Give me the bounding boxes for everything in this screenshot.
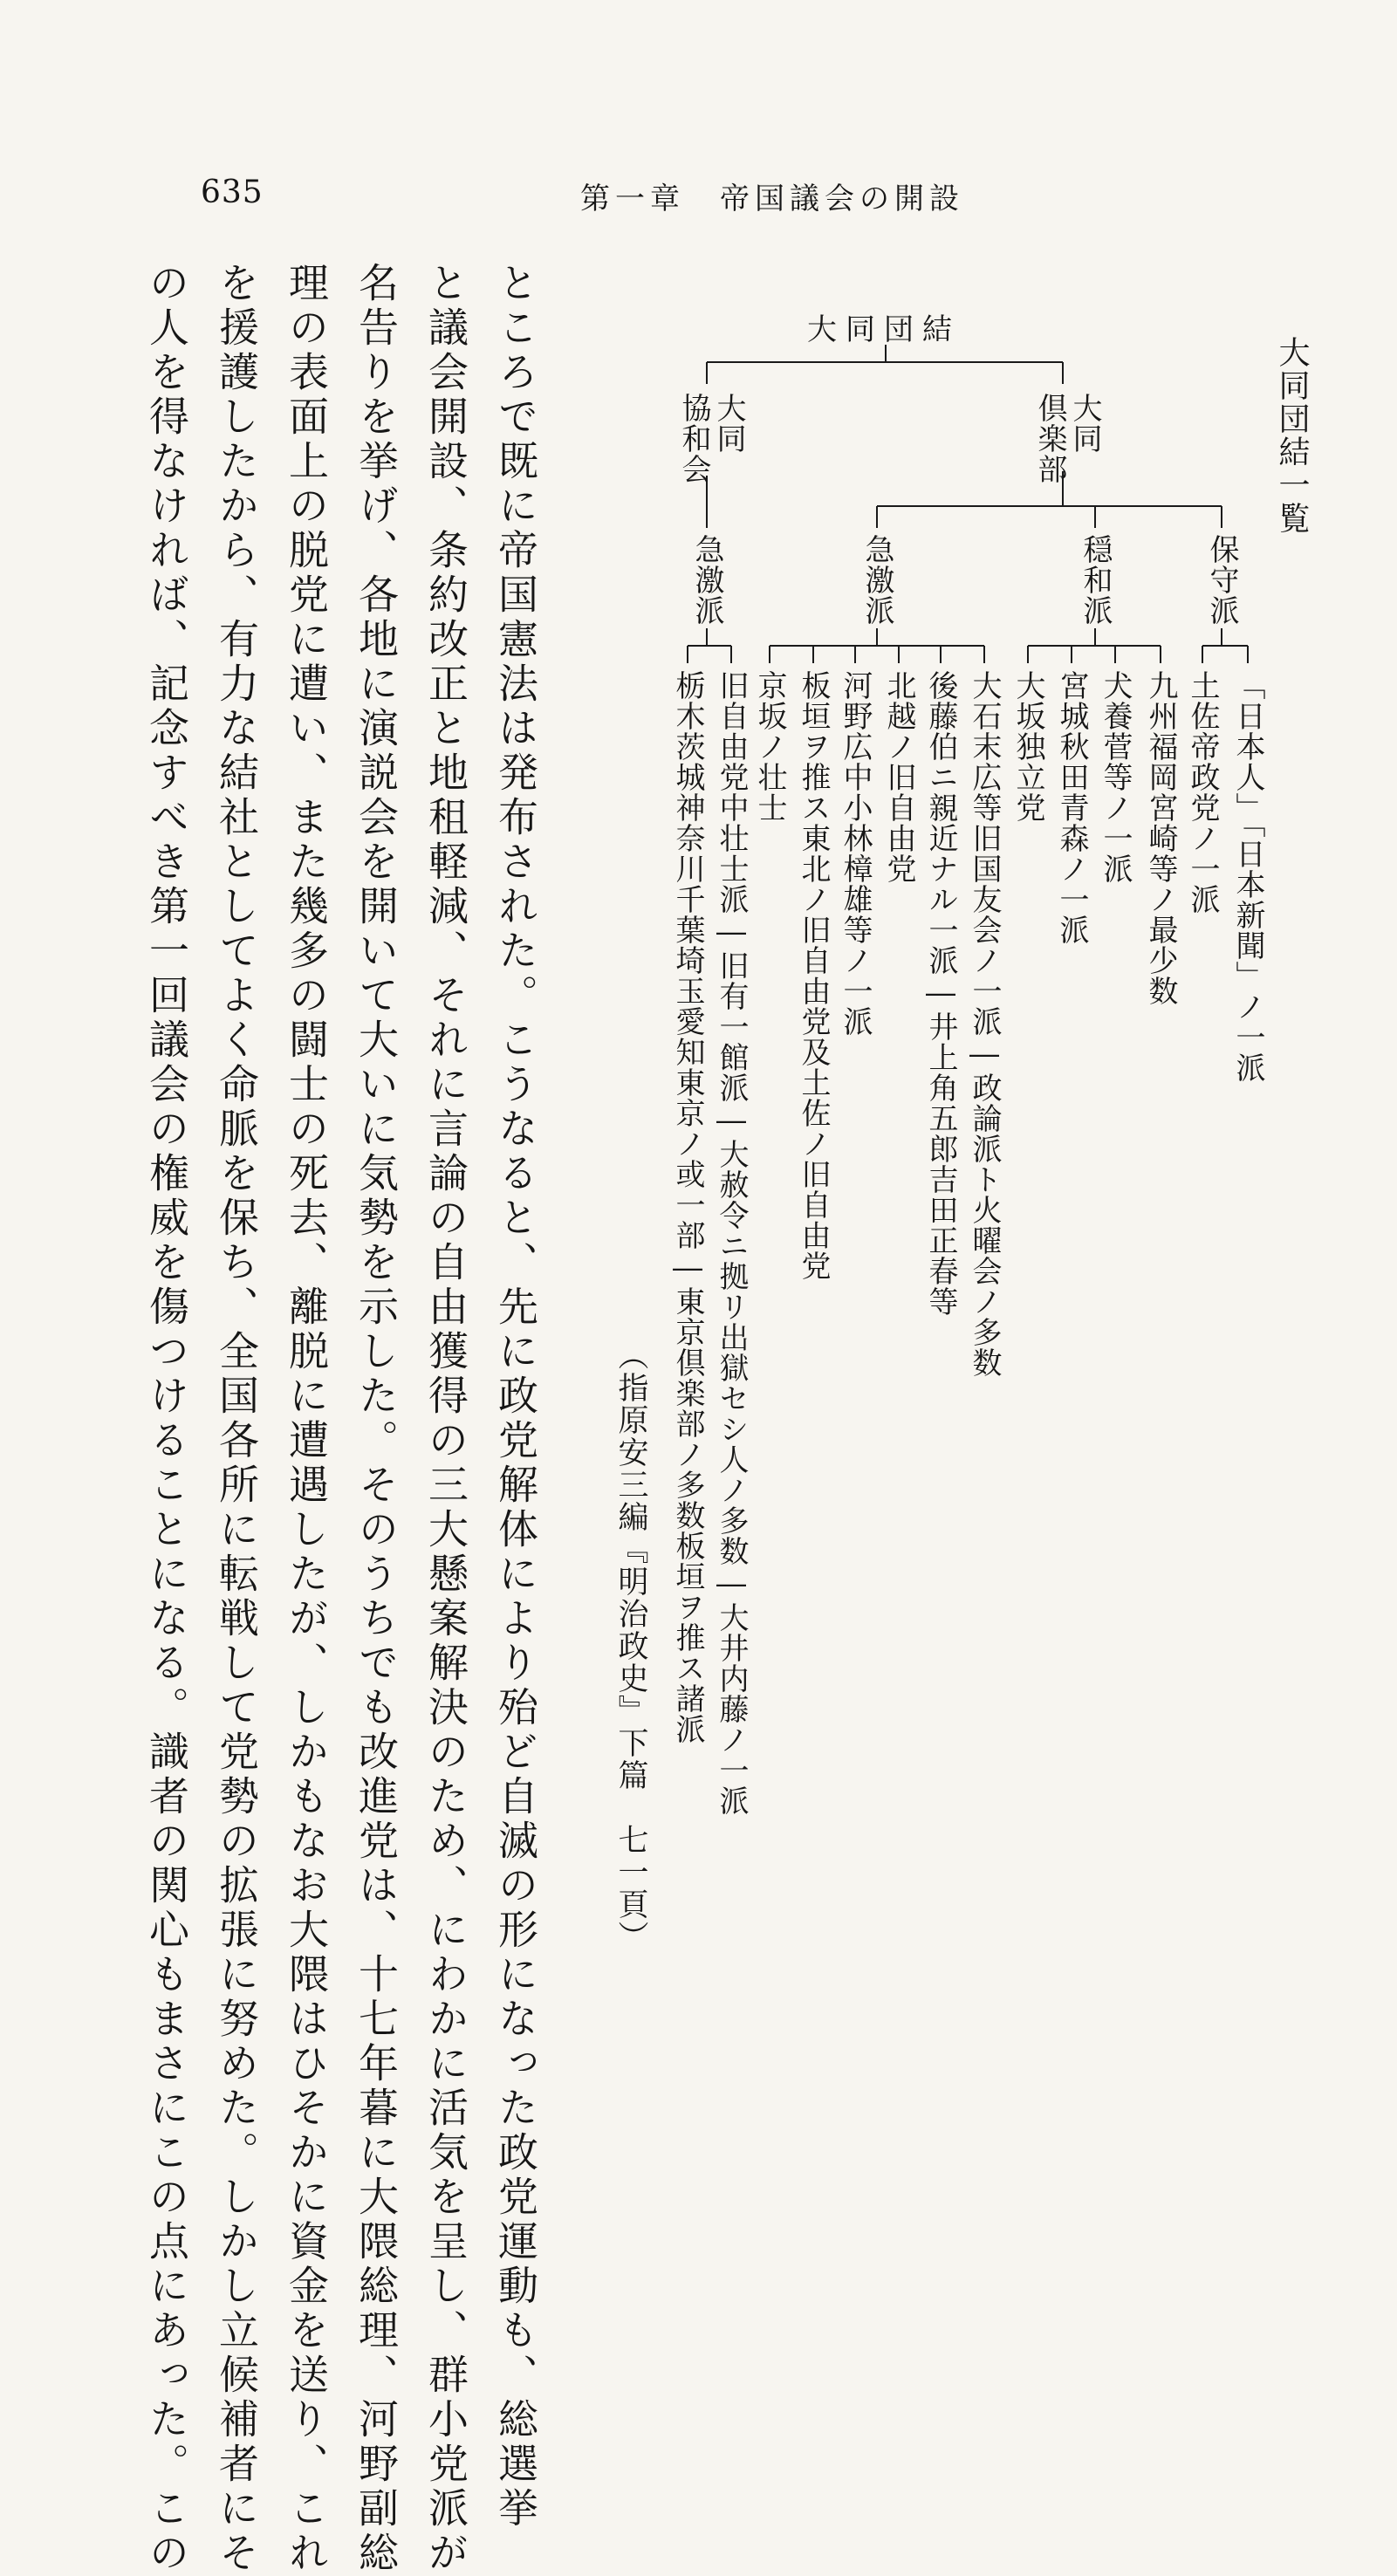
leaf-item: 後藤伯ニ親近ナル一派―井上角五郎吉田正春等	[923, 670, 958, 1317]
leaf-item: 宮城秋田青森ノ一派	[1054, 670, 1089, 945]
branch-daido-kyowakai-line2: 協和会	[676, 393, 711, 484]
body-text-column: ところで既に帝国憲法は発布された。こうなると、先に政党解体により殆ど自滅の形になった政党運動も、総選挙	[492, 262, 539, 2531]
leaf-item: 河野広中小林樟雄等ノ一派	[838, 670, 873, 1037]
body-text-column: の人を得なければ、記念すべき第一回議会の権威を傷つけることになる。識者の関心もまさにこの点にあった。この	[143, 262, 190, 2576]
page-number: 635	[201, 175, 264, 210]
body-text-column: と議会開設、条約改正と地租軽減、それに言論の自由獲得の三大懸案解決のため、にわかに活気を呈し、群小党派が	[422, 262, 469, 2576]
org-root: 大同団結	[807, 312, 961, 347]
leaf-item: 犬養菅等ノ一派	[1098, 670, 1133, 884]
body-text-column: を援護したから、有力な結社としてよく命脈を保ち、全国各所に転戦して党勢の拡張に努めた。しかし立候補者にそ	[213, 262, 260, 2576]
leaf-item: 大石末広等旧国友会ノ一派―政論派ト火曜会ノ多数	[967, 670, 1002, 1378]
leaf-item: 栃木茨城神奈川千葉埼玉愛知東京ノ或一部―東京倶楽部ノ多数板垣ヲ推ス諸派	[670, 670, 705, 1744]
leaf-item: 九州福岡宮崎等ノ最少数	[1143, 670, 1178, 1006]
leaf-item: 土佐帝政党ノ一派	[1185, 670, 1220, 915]
faction-conservative: 保守派	[1204, 534, 1239, 626]
leaf-item: 京坂ノ壮士	[752, 670, 787, 823]
branch-daido-kyowakai-line1: 大同	[711, 393, 746, 454]
branch-daido-club-line1: 大同	[1067, 393, 1102, 454]
source-citation: （指原安三編『明治政史』下篇 七一頁）	[613, 1339, 648, 1953]
body-text-column: 名告りを挙げ、各地に演説会を開いて大いに気勢を示した。そのうちでも改進党は、十七年暮に大隈総理、河野副総	[353, 262, 400, 2576]
table-title: 大同団結一覧	[1274, 336, 1310, 535]
leaf-item: 大坂独立党	[1010, 670, 1045, 823]
faction-radical-club: 急激派	[859, 534, 894, 626]
branch-daido-club-line2: 倶楽部	[1032, 393, 1067, 484]
faction-moderate: 穏和派	[1078, 534, 1113, 626]
faction-radical-kyowakai: 急激派	[689, 534, 724, 626]
leaf-item: 「日本人」「日本新聞」ノ一派	[1230, 670, 1265, 1083]
leaf-item: 板垣ヲ推ス東北ノ旧自由党及土佐ノ旧自由党	[796, 670, 831, 1281]
leaf-item: 北越ノ旧自由党	[881, 670, 916, 884]
running-head: 第一章 帝国議会の開設	[580, 182, 964, 216]
body-text-column: 理の表面上の脱党に遭い、また幾多の闘士の死去、離脱に遭遇したが、しかもなお大隈はひそかに資金を送り、これ	[283, 262, 330, 2576]
leaf-item: 旧自由党中壮士派―旧有一館派―大赦令ニ拠リ出獄セシ人ノ多数―大井内藤ノ一派	[714, 670, 749, 1816]
